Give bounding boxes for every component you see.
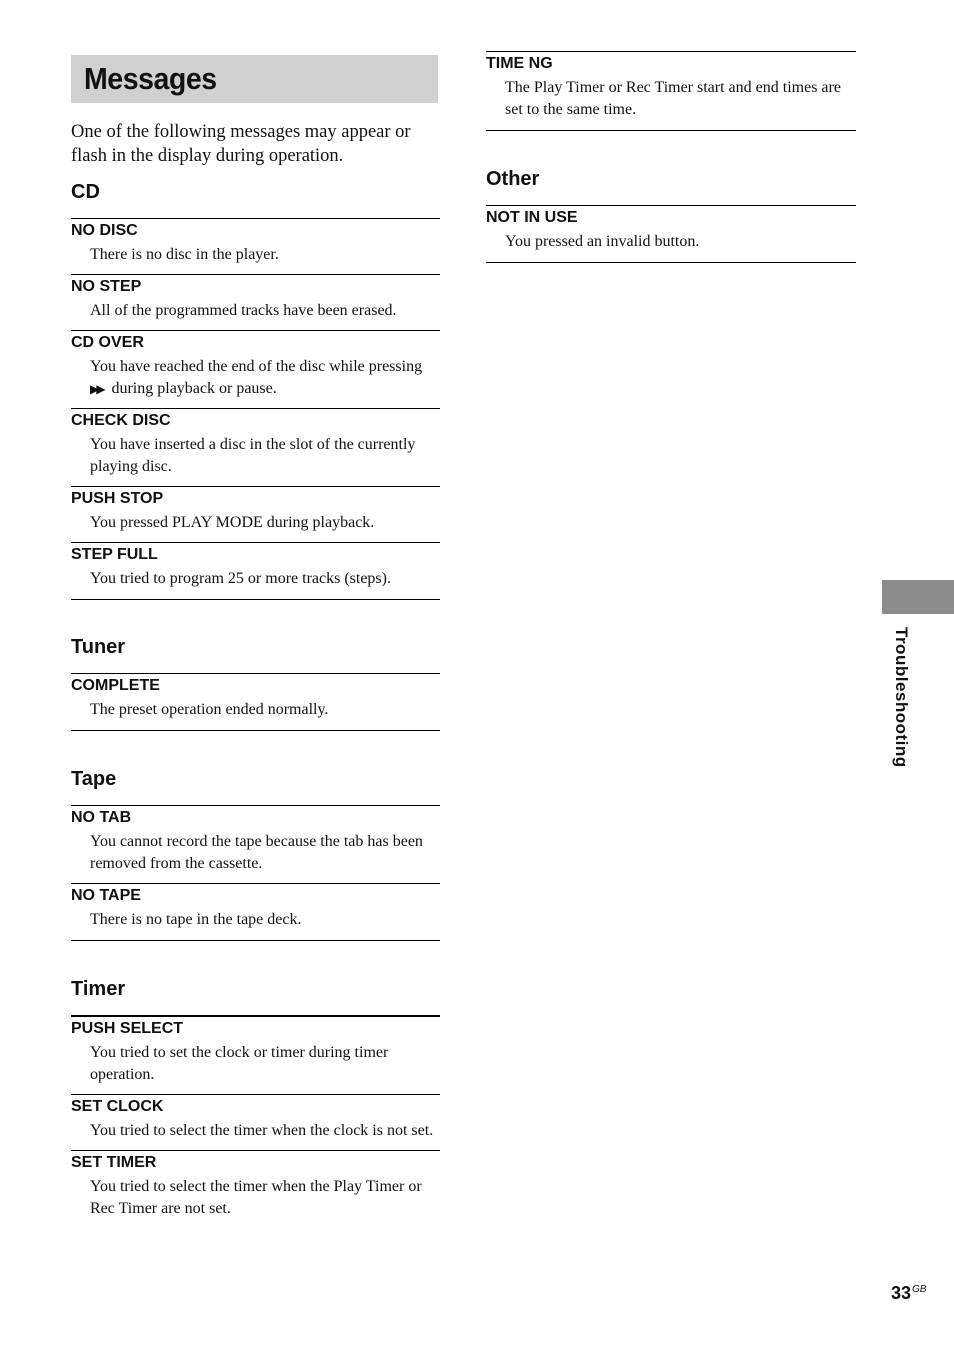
- message-title: NO TAPE: [71, 887, 141, 904]
- right-column: [486, 51, 856, 263]
- message-description: You tried to set the clock or timer during timer operation.: [90, 1044, 389, 1083]
- page-number-value: 33: [891, 1283, 912, 1303]
- message-item: [71, 409, 440, 487]
- side-tab-label: Troubleshooting: [892, 627, 911, 768]
- message-item: [71, 331, 440, 409]
- message-title: STEP FULL: [71, 546, 158, 563]
- message-description: You tried to select the timer when the Play Timer or Rec Timer are not set.: [90, 1178, 422, 1217]
- message-item: [71, 219, 440, 275]
- message-title: NO TAB: [71, 809, 132, 826]
- message-description: You pressed PLAY MODE during playback.: [90, 514, 375, 531]
- message-description: You tried to program 25 or more tracks (steps).: [90, 570, 391, 587]
- tuner-message-list: [71, 673, 440, 731]
- message-description: There is no tape in the tape deck.: [90, 911, 302, 928]
- message-title: NO STEP: [71, 278, 142, 295]
- other-message-list: [486, 205, 856, 263]
- message-item: [71, 1095, 440, 1151]
- timer-message-list: [71, 1015, 440, 1228]
- tape-message-list: [71, 805, 440, 941]
- message-title: SET TIMER: [71, 1154, 157, 1171]
- message-description: You tried to select the timer when the clock is not set.: [90, 1122, 434, 1139]
- message-title: PUSH SELECT: [71, 1020, 184, 1037]
- fast-forward-icon: ▶▶: [90, 382, 103, 396]
- message-title: NO DISC: [71, 222, 138, 239]
- page-title-box: [71, 55, 438, 103]
- message-title: CHECK DISC: [71, 412, 171, 429]
- message-item: [71, 487, 440, 543]
- message-description: You cannot record the tape because the tab has been removed from the cassette.: [90, 833, 423, 872]
- message-title: PUSH STOP: [71, 490, 164, 507]
- message-item: [71, 1151, 440, 1228]
- message-title: CD OVER: [71, 334, 144, 351]
- section-heading-cd: CD: [71, 181, 100, 203]
- message-item: [71, 806, 440, 884]
- message-description: The Play Timer or Rec Timer start and end times are set to the same time.: [505, 79, 841, 118]
- message-item: [71, 884, 440, 941]
- message-title: TIME NG: [486, 55, 553, 72]
- message-description: There is no disc in the player.: [90, 246, 279, 263]
- timer-continued-list: [486, 51, 856, 131]
- intro-text: One of the following messages may appear or flash in the display during operation.: [71, 122, 411, 166]
- message-description: The preset operation ended normally.: [90, 701, 329, 718]
- section-heading-other: Other: [486, 168, 540, 190]
- message-description: All of the programmed tracks have been erased.: [90, 302, 397, 319]
- message-description: You have inserted a disc in the slot of the currently playing disc.: [90, 436, 416, 475]
- message-item: [71, 275, 440, 331]
- message-description: You pressed an invalid button.: [505, 233, 700, 250]
- cd-message-list: [71, 218, 440, 600]
- section-heading-timer: Timer: [71, 978, 126, 1000]
- page-number: [891, 1283, 926, 1304]
- left-column: [71, 55, 440, 1228]
- section-tab-marker: [882, 580, 954, 614]
- message-title: SET CLOCK: [71, 1098, 164, 1115]
- message-description: [90, 356, 440, 400]
- message-item: [486, 52, 856, 131]
- message-item: [71, 674, 440, 731]
- section-heading-tape: Tape: [71, 768, 117, 790]
- page-number-suffix: GB: [912, 1284, 927, 1295]
- message-item: [486, 206, 856, 263]
- section-heading-tuner: Tuner: [71, 636, 126, 658]
- message-description-part: You have reached the end of the disc while pressing: [90, 358, 423, 375]
- page-title: Messages: [84, 61, 217, 96]
- message-title: COMPLETE: [71, 677, 160, 694]
- message-item: [71, 543, 440, 600]
- message-title: NOT IN USE: [486, 209, 578, 226]
- message-description-part: during playback or pause.: [111, 380, 277, 397]
- message-item: [71, 1017, 440, 1095]
